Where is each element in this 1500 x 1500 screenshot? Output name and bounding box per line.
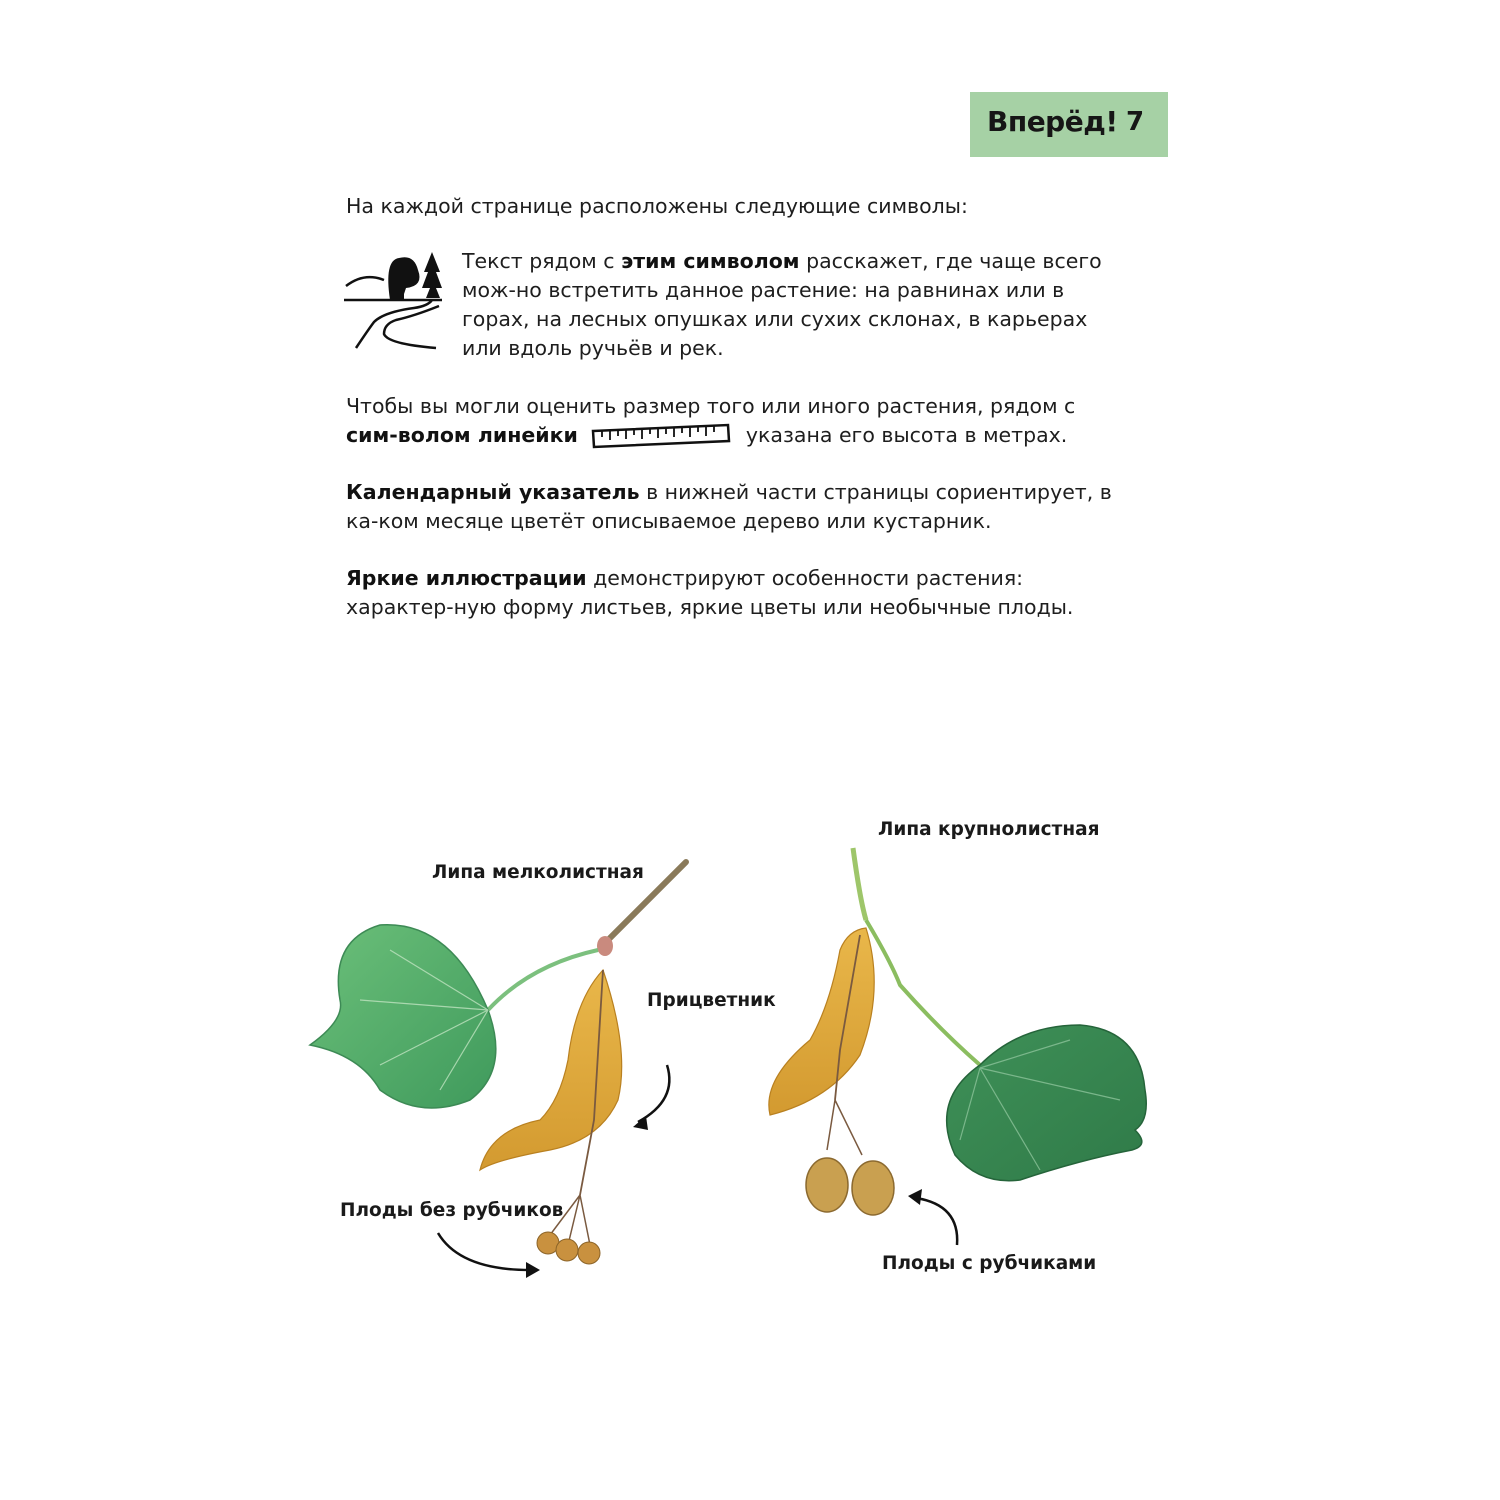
smooth-fruit-arrow <box>438 1233 530 1270</box>
left-fruit-3 <box>578 1242 600 1264</box>
illustrations-paragraph: Яркие иллюстрации демонстрируют особенности растения: характер-ную форму листьев, яркие цветы или необычные плоды. <box>346 566 1074 619</box>
left-petiole <box>488 950 598 1010</box>
left-bud <box>597 936 613 956</box>
calendar-paragraph: Календарный указатель в нижней части страницы сориентирует, в ка-ком месяце цветёт описываемое дерево или кустарник. <box>346 480 1112 533</box>
habitat-paragraph: Текст рядом с этим символом расскажет, где чаще всего мож-но встретить данное растение: на равнинах или в горах, на лесных опушках или сухих склонах, в карьерах или вдоль ручьёв и рек. <box>462 249 1102 360</box>
chapter-tab <box>970 92 1168 157</box>
right-stem <box>853 848 866 920</box>
bract-arrow <box>638 1065 669 1122</box>
left-fruit-2 <box>556 1239 578 1261</box>
right-fruit-2 <box>852 1161 894 1215</box>
label-large-leaved-linden: Липа крупнолистная <box>878 819 1100 840</box>
label-bract: Прицветник <box>647 990 776 1011</box>
landscape-icon <box>344 250 444 355</box>
chapter-title: Вперёд! <box>987 105 1118 138</box>
habitat-bold: этим символом <box>621 249 800 273</box>
label-fruits-ribbed: Плоды с рубчиками <box>882 1253 1097 1274</box>
right-bract <box>769 928 874 1115</box>
right-fruit-1 <box>806 1158 848 1212</box>
label-small-leaved-linden: Липа мелколистная <box>432 862 644 883</box>
intro-text: На каждой странице расположены следующие символы: <box>346 194 968 218</box>
left-leaf <box>310 925 496 1108</box>
right-leaf <box>947 1025 1147 1181</box>
page-number: 7 <box>1126 107 1145 137</box>
linden-illustration <box>300 800 1180 1320</box>
ruler-icon <box>590 421 732 451</box>
ribbed-fruit-arrow <box>916 1198 957 1245</box>
label-fruits-smooth: Плоды без рубчиков <box>340 1200 564 1221</box>
size-paragraph: Чтобы вы могли оценить размер того или иного растения, рядом с сим-волом линейки указана его высота в метрах. <box>346 392 1116 451</box>
right-petiole <box>866 920 980 1065</box>
